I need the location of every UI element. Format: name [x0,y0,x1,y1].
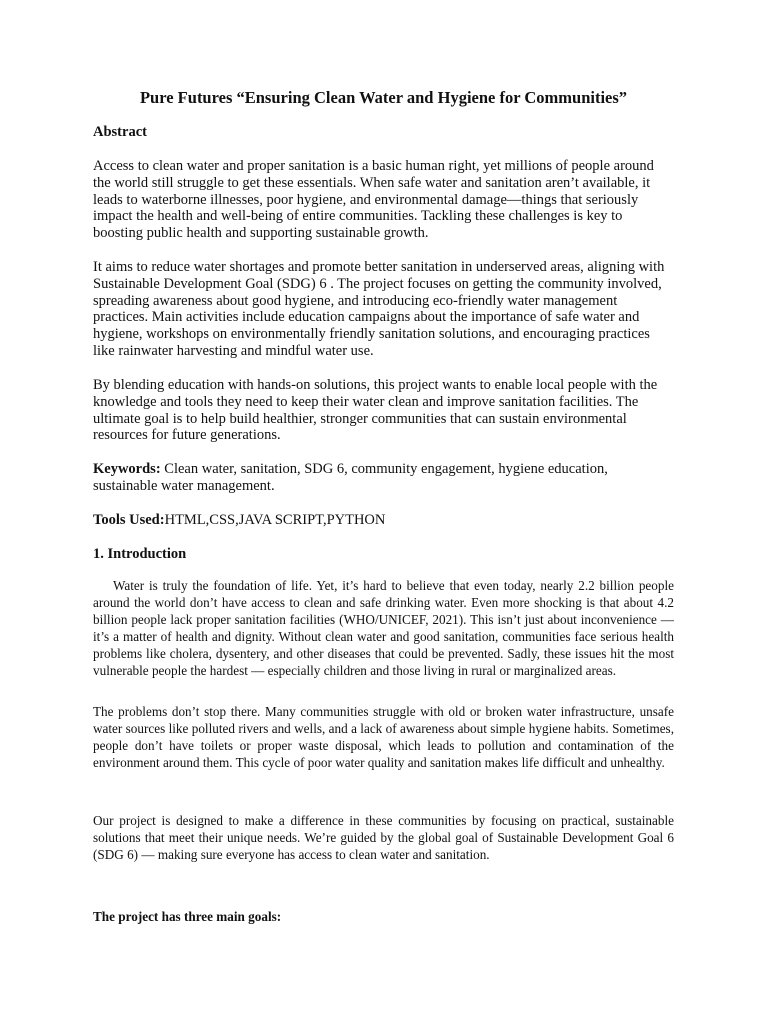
goals-heading: The project has three main goals: [93,909,282,924]
keywords-line [93,461,674,495]
introduction-heading: 1. Introduction [93,546,187,562]
tools-label: Tools Used: [93,512,165,528]
tools-line [93,512,674,529]
keywords-label: Keywords: [93,461,161,477]
tools-text: HTML,CSS,JAVA SCRIPT,PYTHON [164,512,386,528]
intro-paragraph-1: Water is truly the foundation of life. Yet, it’s hard to believe that even today, nearly 2.2 billion people around the world don’t have access to clean and safe drinking water. Even more shocking is that about 4.2 billion people lack proper sanitation facilities (WHO/UNICEF, 2021). This isn’t just about inconvenience — it’s a matter of health and dignity. Without clean water and good sanitation, communities face serious health problems like cholera, dysentery, and other diseases that could be prevented. Sadly, these issues hit the most vulnerable people the hardest — especially children and those living in rural or marginalized areas. [93,578,674,678]
abstract-paragraph-1: Access to clean water and proper sanitation is a basic human right, yet millions of people around the world still struggle to get these essentials. When safe water and sanitation aren’t available, it leads to waterborne illnesses, poor hygiene, and environmental damage—things that seriously impact the health and well-being of entire communities. Tackling these challenges is key to boosting public health and supporting sustainable growth. [93,158,654,242]
document-title: Pure Futures “Ensuring Clean Water and Hygiene for Communities” [139,88,628,107]
intro-paragraph-2: The problems don’t stop there. Many communities struggle with old or broken water infrastructure, unsafe water sources like polluted rivers and wells, and a lack of awareness about simple hygiene habits. Sometimes, people don’t have toilets or proper waste disposal, which leads to pollution and contamination of the environment around them. This cycle of poor water quality and sanitation makes life difficult and unhealthy. [93,704,674,770]
keywords-text: Clean water, sanitation, SDG 6, community engagement, hygiene education, sustainable water management. [93,461,608,494]
abstract-paragraph-3: By blending education with hands-on solutions, this project wants to enable local people with the knowledge and tools they need to keep their water clean and improve sanitation facilities. The ultimate goal is to help build healthier, stronger communities that can sustain environmental resources for future generations. [93,377,658,444]
abstract-paragraph-2: It aims to reduce water shortages and promote better sanitation in underserved areas, aligning with Sustainable Development Goal (SDG) 6 . The project focuses on getting the community involved, spreading awareness about good hygiene, and introducing eco-friendly water management practices. Main activities include education campaigns about the importance of safe water and hygiene, workshops on environmentally friendly sanitation solutions, and encouraging practices like rainwater harvesting and mindful water use. [93,259,665,359]
intro-paragraph-3: Our project is designed to make a difference in these communities by focusing on practical, sustainable solutions that meet their unique needs. We’re guided by the global goal of Sustainable Development Goal 6 (SDG 6) — making sure everyone has access to clean water and sanitation. [93,813,674,862]
abstract-heading: Abstract [93,124,147,140]
